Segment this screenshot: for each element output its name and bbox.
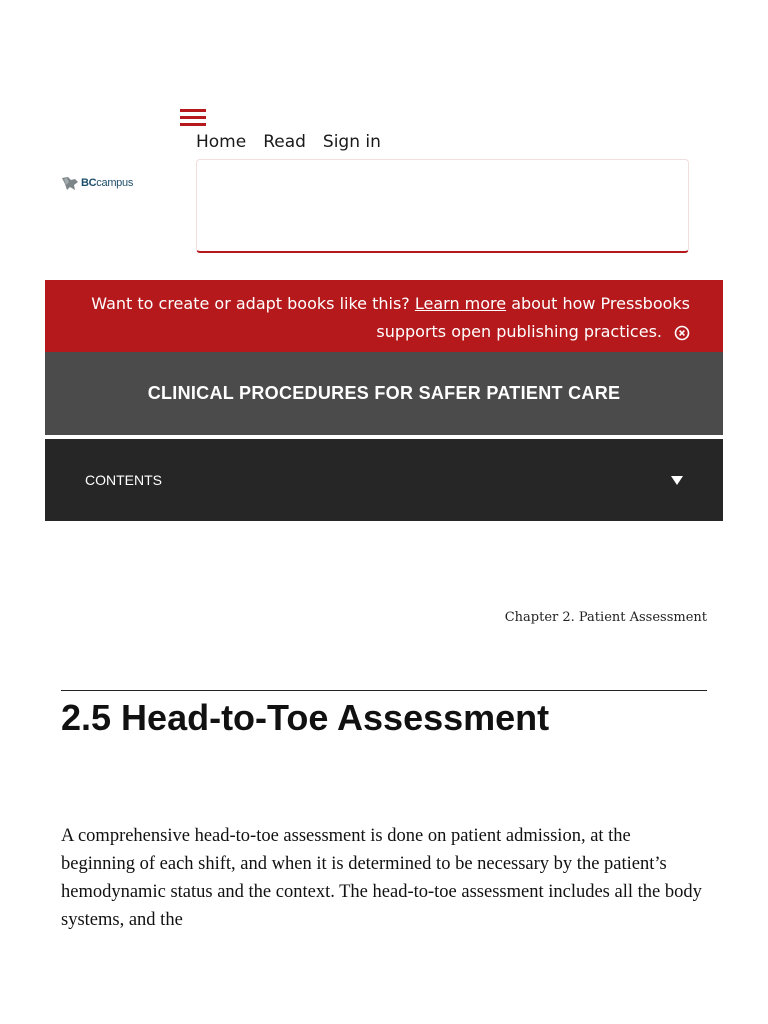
chapter-label: Chapter 2. Patient Assessment (504, 610, 707, 625)
contents-toggle[interactable] (45, 439, 723, 521)
bccampus-mountain-icon (61, 174, 79, 192)
body-paragraph (61, 822, 707, 934)
book-title[interactable]: CLINICAL PROCEDURES FOR SAFER PATIENT CARE (147, 383, 621, 403)
contents-label: CONTENTS (85, 472, 162, 488)
nav-read-link[interactable]: Read (263, 132, 306, 152)
banner-line-2-text: supports open publishing practices. (376, 322, 662, 341)
body-line: status and the context. The head-to-toe assessment includes all the body systems, and the (61, 882, 702, 930)
search-input[interactable] (196, 159, 689, 253)
menu-icon[interactable] (180, 109, 206, 127)
nav-sign-in-link[interactable]: Sign in (322, 132, 381, 152)
learn-more-link[interactable]: Learn more (414, 294, 507, 313)
promo-banner (45, 280, 723, 352)
triangle-down-icon[interactable] (671, 476, 683, 485)
banner-line-1 (65, 290, 690, 318)
banner-prefix: Want to create or adapt books like this? (91, 294, 410, 313)
nav-home-link[interactable]: Home (196, 132, 247, 152)
book-title-bar[interactable] (45, 352, 723, 435)
top-nav (196, 132, 381, 152)
bccampus-logo[interactable] (61, 174, 133, 192)
banner-suffix: about how Pressbooks (511, 294, 690, 313)
close-circle-icon[interactable] (674, 325, 690, 341)
logo-text: BCcampus (81, 177, 134, 189)
title-divider (61, 690, 707, 691)
page-title: 2.5 Head-to-Toe Assessment (61, 697, 550, 738)
body-line: A comprehensive head-to-toe assessment is done on patient admission, at the beginning (61, 826, 631, 874)
body-line: of each shift, and when it is determined to be necessary by the patient’s hemodynamic (61, 854, 667, 902)
banner-line-2 (65, 318, 690, 346)
